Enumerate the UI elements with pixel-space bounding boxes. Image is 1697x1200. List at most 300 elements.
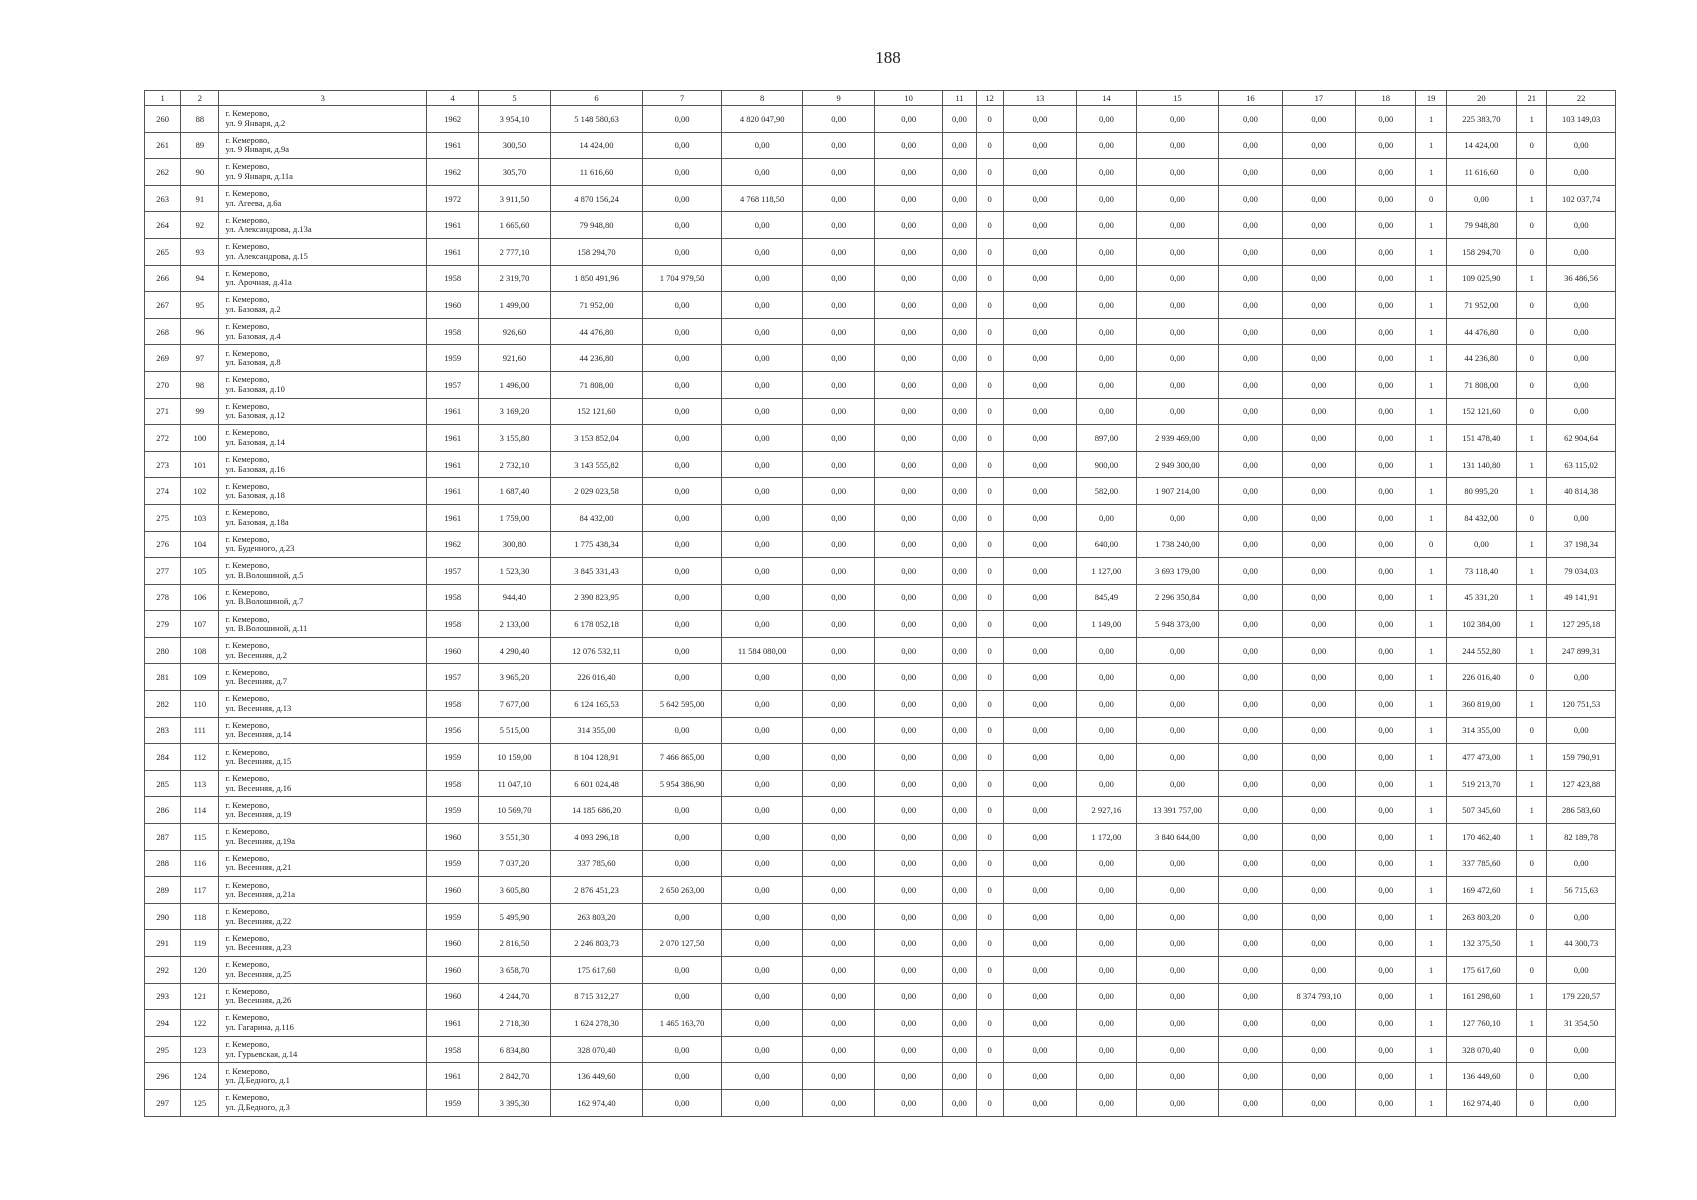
address-cell <box>219 292 426 319</box>
cell-col-18: 0,00 <box>1356 691 1416 718</box>
cell-col-17: 0,00 <box>1282 850 1355 877</box>
cell-col-13: 0,00 <box>1003 185 1076 212</box>
cell-col-16: 0,00 <box>1219 398 1282 425</box>
cell-col-16: 0,00 <box>1219 850 1282 877</box>
cell-col-6: 11 616,60 <box>550 159 643 186</box>
cell-col-13: 0,00 <box>1003 478 1076 505</box>
table-row <box>145 770 1616 797</box>
cell-col-2: 108 <box>181 637 219 664</box>
cell-col-2: 117 <box>181 877 219 904</box>
cell-col-14: 0,00 <box>1077 983 1136 1010</box>
cell-col-2: 88 <box>181 106 219 133</box>
cell-col-15: 0,00 <box>1136 265 1219 292</box>
cell-col-12: 0 <box>976 478 1003 505</box>
cell-col-5: 3 954,10 <box>479 106 550 133</box>
cell-col-7: 0,00 <box>643 292 722 319</box>
cell-col-14: 0,00 <box>1077 957 1136 984</box>
cell-col-14: 0,00 <box>1077 504 1136 531</box>
cell-col-19: 1 <box>1416 106 1446 133</box>
cell-col-7: 7 466 865,00 <box>643 744 722 771</box>
cell-col-8: 0,00 <box>721 877 803 904</box>
cell-col-6: 6 124 165,53 <box>550 691 643 718</box>
cell-col-5: 2 319,70 <box>479 265 550 292</box>
address-cell <box>219 584 426 611</box>
column-header-4: 4 <box>426 91 478 106</box>
cell-col-12: 0 <box>976 957 1003 984</box>
cell-col-16: 0,00 <box>1219 957 1282 984</box>
cell-col-8: 0,00 <box>721 558 803 585</box>
cell-col-1: 263 <box>145 185 181 212</box>
cell-col-11: 0,00 <box>943 770 976 797</box>
cell-col-11: 0,00 <box>943 903 976 930</box>
cell-col-22: 102 037,74 <box>1547 185 1616 212</box>
cell-col-13: 0,00 <box>1003 930 1076 957</box>
cell-col-8: 0,00 <box>721 212 803 239</box>
cell-col-14: 640,00 <box>1077 531 1136 558</box>
cell-col-6: 175 617,60 <box>550 957 643 984</box>
cell-col-1: 285 <box>145 770 181 797</box>
cell-col-13: 0,00 <box>1003 1010 1076 1037</box>
cell-col-1: 293 <box>145 983 181 1010</box>
cell-col-1: 282 <box>145 691 181 718</box>
cell-col-2: 119 <box>181 930 219 957</box>
cell-col-13: 0,00 <box>1003 238 1076 265</box>
address-city: г. Кемерово, <box>225 959 270 970</box>
address-city: г. Кемерово, <box>225 480 270 491</box>
cell-col-8: 0,00 <box>721 691 803 718</box>
cell-col-10: 0,00 <box>874 398 942 425</box>
table-row <box>145 318 1616 345</box>
cell-col-2: 101 <box>181 451 219 478</box>
cell-col-9: 0,00 <box>803 691 874 718</box>
cell-col-8: 0,00 <box>721 398 803 425</box>
address-street: ул. Весенняя, д.15 <box>225 756 292 767</box>
cell-col-22: 56 715,63 <box>1547 877 1616 904</box>
cell-col-8: 0,00 <box>721 1010 803 1037</box>
cell-col-2: 100 <box>181 425 219 452</box>
cell-col-7: 0,00 <box>643 478 722 505</box>
address-cell <box>219 797 426 824</box>
cell-col-22: 0,00 <box>1547 1036 1616 1063</box>
address-cell <box>219 611 426 638</box>
cell-col-14: 0,00 <box>1077 930 1136 957</box>
cell-col-4: 1960 <box>426 292 478 319</box>
cell-col-6: 6 178 052,18 <box>550 611 643 638</box>
table-row <box>145 1010 1616 1037</box>
cell-col-16: 0,00 <box>1219 265 1282 292</box>
cell-col-2: 125 <box>181 1089 219 1116</box>
cell-col-15: 1 907 214,00 <box>1136 478 1219 505</box>
column-number-header <box>145 91 1616 106</box>
cell-col-9: 0,00 <box>803 611 874 638</box>
cell-col-12: 0 <box>976 558 1003 585</box>
cell-col-20: 136 449,60 <box>1446 1063 1516 1090</box>
cell-col-19: 1 <box>1416 504 1446 531</box>
table-row <box>145 824 1616 851</box>
cell-col-16: 0,00 <box>1219 238 1282 265</box>
cell-col-12: 0 <box>976 504 1003 531</box>
address-cell <box>219 371 426 398</box>
address-cell <box>219 637 426 664</box>
cell-col-5: 11 047,10 <box>479 770 550 797</box>
cell-col-18: 0,00 <box>1356 292 1416 319</box>
table-row <box>145 132 1616 159</box>
cell-col-7: 0,00 <box>643 1036 722 1063</box>
cell-col-1: 261 <box>145 132 181 159</box>
cell-col-22: 44 300,73 <box>1547 930 1616 957</box>
cell-col-15: 3 693 179,00 <box>1136 558 1219 585</box>
table-row <box>145 106 1616 133</box>
cell-col-8: 0,00 <box>721 504 803 531</box>
cell-col-7: 0,00 <box>643 531 722 558</box>
cell-col-21: 1 <box>1517 584 1547 611</box>
cell-col-9: 0,00 <box>803 877 874 904</box>
cell-col-6: 1 775 438,34 <box>550 531 643 558</box>
cell-col-9: 0,00 <box>803 159 874 186</box>
address-cell <box>219 159 426 186</box>
cell-col-7: 0,00 <box>643 584 722 611</box>
cell-col-18: 0,00 <box>1356 770 1416 797</box>
cell-col-7: 0,00 <box>643 1063 722 1090</box>
cell-col-16: 0,00 <box>1219 106 1282 133</box>
cell-col-10: 0,00 <box>874 717 942 744</box>
address-street: ул. Базовая, д.16 <box>225 463 285 474</box>
cell-col-14: 0,00 <box>1077 132 1136 159</box>
cell-col-15: 0,00 <box>1136 371 1219 398</box>
cell-col-14: 1 172,00 <box>1077 824 1136 851</box>
cell-col-14: 0,00 <box>1077 238 1136 265</box>
address-street: ул. 9 Января, д.9а <box>225 144 290 155</box>
cell-col-21: 1 <box>1517 691 1547 718</box>
cell-col-7: 0,00 <box>643 451 722 478</box>
cell-col-15: 0,00 <box>1136 238 1219 265</box>
cell-col-20: 71 808,00 <box>1446 371 1516 398</box>
address-street: ул. Весенняя, д.19 <box>225 809 292 820</box>
cell-col-16: 0,00 <box>1219 159 1282 186</box>
cell-col-15: 1 738 240,00 <box>1136 531 1219 558</box>
cell-col-4: 1960 <box>426 957 478 984</box>
cell-col-12: 0 <box>976 132 1003 159</box>
cell-col-10: 0,00 <box>874 265 942 292</box>
cell-col-20: 314 355,00 <box>1446 717 1516 744</box>
address-street: ул. Базовая, д.4 <box>225 330 281 341</box>
cell-col-18: 0,00 <box>1356 106 1416 133</box>
cell-col-12: 0 <box>976 903 1003 930</box>
cell-col-2: 104 <box>181 531 219 558</box>
cell-col-8: 4 820 047,90 <box>721 106 803 133</box>
cell-col-1: 291 <box>145 930 181 957</box>
cell-col-6: 79 948,80 <box>550 212 643 239</box>
cell-col-7: 0,00 <box>643 371 722 398</box>
cell-col-4: 1960 <box>426 637 478 664</box>
registry-table <box>144 90 1616 1117</box>
cell-col-1: 274 <box>145 478 181 505</box>
cell-col-4: 1958 <box>426 1036 478 1063</box>
cell-col-5: 10 159,00 <box>479 744 550 771</box>
table-row <box>145 185 1616 212</box>
cell-col-8: 0,00 <box>721 664 803 691</box>
address-street: ул. Базовая, д.12 <box>225 410 285 421</box>
cell-col-1: 283 <box>145 717 181 744</box>
cell-col-21: 0 <box>1517 664 1547 691</box>
cell-col-4: 1962 <box>426 531 478 558</box>
cell-col-4: 1959 <box>426 850 478 877</box>
cell-col-21: 0 <box>1517 345 1547 372</box>
cell-col-22: 82 189,78 <box>1547 824 1616 851</box>
cell-col-2: 120 <box>181 957 219 984</box>
cell-col-9: 0,00 <box>803 531 874 558</box>
address-city: г. Кемерово, <box>225 746 270 757</box>
column-header-5: 5 <box>479 91 550 106</box>
cell-col-21: 0 <box>1517 1063 1547 1090</box>
cell-col-17: 0,00 <box>1282 584 1355 611</box>
cell-col-13: 0,00 <box>1003 398 1076 425</box>
cell-col-20: 169 472,60 <box>1446 877 1516 904</box>
cell-col-13: 0,00 <box>1003 265 1076 292</box>
cell-col-21: 1 <box>1517 983 1547 1010</box>
cell-col-9: 0,00 <box>803 957 874 984</box>
cell-col-4: 1958 <box>426 691 478 718</box>
cell-col-19: 1 <box>1416 132 1446 159</box>
cell-col-5: 2 732,10 <box>479 451 550 478</box>
cell-col-20: 44 236,80 <box>1446 345 1516 372</box>
cell-col-22: 247 899,31 <box>1547 637 1616 664</box>
cell-col-7: 0,00 <box>643 850 722 877</box>
cell-col-12: 0 <box>976 451 1003 478</box>
cell-col-19: 1 <box>1416 957 1446 984</box>
cell-col-15: 3 840 644,00 <box>1136 824 1219 851</box>
cell-col-13: 0,00 <box>1003 983 1076 1010</box>
cell-col-17: 0,00 <box>1282 1036 1355 1063</box>
cell-col-19: 1 <box>1416 664 1446 691</box>
cell-col-18: 0,00 <box>1356 930 1416 957</box>
cell-col-22: 286 583,60 <box>1547 797 1616 824</box>
cell-col-6: 14 424,00 <box>550 132 643 159</box>
cell-col-2: 98 <box>181 371 219 398</box>
cell-col-14: 0,00 <box>1077 1036 1136 1063</box>
cell-col-19: 1 <box>1416 983 1446 1010</box>
cell-col-2: 106 <box>181 584 219 611</box>
cell-col-20: 244 552,80 <box>1446 637 1516 664</box>
cell-col-9: 0,00 <box>803 930 874 957</box>
cell-col-14: 0,00 <box>1077 371 1136 398</box>
cell-col-2: 91 <box>181 185 219 212</box>
cell-col-10: 0,00 <box>874 238 942 265</box>
cell-col-20: 102 384,00 <box>1446 611 1516 638</box>
cell-col-13: 0,00 <box>1003 451 1076 478</box>
cell-col-11: 0,00 <box>943 558 976 585</box>
cell-col-7: 0,00 <box>643 318 722 345</box>
cell-col-12: 0 <box>976 584 1003 611</box>
table-row <box>145 478 1616 505</box>
table-row <box>145 983 1616 1010</box>
cell-col-11: 0,00 <box>943 345 976 372</box>
table-row <box>145 930 1616 957</box>
cell-col-13: 0,00 <box>1003 1036 1076 1063</box>
cell-col-13: 0,00 <box>1003 106 1076 133</box>
cell-col-15: 0,00 <box>1136 318 1219 345</box>
cell-col-2: 110 <box>181 691 219 718</box>
cell-col-14: 0,00 <box>1077 770 1136 797</box>
cell-col-1: 270 <box>145 371 181 398</box>
address-city: г. Кемерово, <box>225 533 270 544</box>
cell-col-18: 0,00 <box>1356 371 1416 398</box>
cell-col-22: 0,00 <box>1547 398 1616 425</box>
address-city: г. Кемерово, <box>225 932 270 943</box>
address-street: ул. Весенняя, д.23 <box>225 942 292 953</box>
cell-col-17: 0,00 <box>1282 106 1355 133</box>
cell-col-4: 1959 <box>426 345 478 372</box>
column-header-1: 1 <box>145 91 181 106</box>
cell-col-1: 268 <box>145 318 181 345</box>
cell-col-12: 0 <box>976 983 1003 1010</box>
cell-col-5: 944,40 <box>479 584 550 611</box>
cell-col-9: 0,00 <box>803 398 874 425</box>
cell-col-10: 0,00 <box>874 132 942 159</box>
address-city: г. Кемерово, <box>225 267 270 278</box>
cell-col-10: 0,00 <box>874 1089 942 1116</box>
cell-col-1: 288 <box>145 850 181 877</box>
address-cell <box>219 451 426 478</box>
cell-col-14: 1 149,00 <box>1077 611 1136 638</box>
cell-col-6: 6 601 024,48 <box>550 770 643 797</box>
table-row <box>145 292 1616 319</box>
address-cell <box>219 930 426 957</box>
cell-col-9: 0,00 <box>803 983 874 1010</box>
cell-col-8: 0,00 <box>721 797 803 824</box>
address-city: г. Кемерово, <box>225 161 270 172</box>
cell-col-8: 0,00 <box>721 983 803 1010</box>
table-row <box>145 265 1616 292</box>
cell-col-11: 0,00 <box>943 398 976 425</box>
cell-col-19: 1 <box>1416 1010 1446 1037</box>
cell-col-6: 14 185 686,20 <box>550 797 643 824</box>
cell-col-10: 0,00 <box>874 1010 942 1037</box>
table-row <box>145 558 1616 585</box>
cell-col-19: 1 <box>1416 451 1446 478</box>
cell-col-17: 0,00 <box>1282 797 1355 824</box>
cell-col-4: 1958 <box>426 770 478 797</box>
cell-col-20: 14 424,00 <box>1446 132 1516 159</box>
cell-col-12: 0 <box>976 531 1003 558</box>
address-city: г. Кемерово, <box>225 693 270 704</box>
cell-col-19: 1 <box>1416 398 1446 425</box>
cell-col-6: 44 236,80 <box>550 345 643 372</box>
cell-col-20: 151 478,40 <box>1446 425 1516 452</box>
cell-col-1: 279 <box>145 611 181 638</box>
cell-col-15: 0,00 <box>1136 744 1219 771</box>
cell-col-12: 0 <box>976 930 1003 957</box>
cell-col-16: 0,00 <box>1219 451 1282 478</box>
cell-col-21: 1 <box>1517 797 1547 824</box>
cell-col-2: 99 <box>181 398 219 425</box>
cell-col-13: 0,00 <box>1003 292 1076 319</box>
cell-col-17: 0,00 <box>1282 691 1355 718</box>
cell-col-15: 13 391 757,00 <box>1136 797 1219 824</box>
cell-col-4: 1961 <box>426 425 478 452</box>
cell-col-14: 0,00 <box>1077 292 1136 319</box>
cell-col-15: 0,00 <box>1136 185 1219 212</box>
cell-col-4: 1961 <box>426 238 478 265</box>
cell-col-7: 0,00 <box>643 159 722 186</box>
cell-col-6: 5 148 580,63 <box>550 106 643 133</box>
cell-col-21: 0 <box>1517 903 1547 930</box>
column-header-16: 16 <box>1219 91 1282 106</box>
cell-col-17: 0,00 <box>1282 212 1355 239</box>
cell-col-4: 1959 <box>426 1089 478 1116</box>
cell-col-17: 0,00 <box>1282 318 1355 345</box>
cell-col-13: 0,00 <box>1003 504 1076 531</box>
cell-col-10: 0,00 <box>874 318 942 345</box>
cell-col-19: 1 <box>1416 770 1446 797</box>
cell-col-6: 328 070,40 <box>550 1036 643 1063</box>
cell-col-8: 0,00 <box>721 957 803 984</box>
cell-col-6: 2 390 823,95 <box>550 584 643 611</box>
cell-col-11: 0,00 <box>943 1036 976 1063</box>
cell-col-20: 477 473,00 <box>1446 744 1516 771</box>
cell-col-1: 277 <box>145 558 181 585</box>
cell-col-15: 0,00 <box>1136 1089 1219 1116</box>
cell-col-17: 0,00 <box>1282 611 1355 638</box>
cell-col-1: 262 <box>145 159 181 186</box>
cell-col-4: 1960 <box>426 983 478 1010</box>
cell-col-18: 0,00 <box>1356 797 1416 824</box>
column-header-10: 10 <box>874 91 942 106</box>
cell-col-20: 158 294,70 <box>1446 238 1516 265</box>
cell-col-2: 93 <box>181 238 219 265</box>
cell-col-17: 0,00 <box>1282 292 1355 319</box>
cell-col-8: 0,00 <box>721 903 803 930</box>
cell-col-16: 0,00 <box>1219 185 1282 212</box>
address-city: г. Кемерово, <box>225 666 270 677</box>
cell-col-5: 4 244,70 <box>479 983 550 1010</box>
cell-col-8: 0,00 <box>721 850 803 877</box>
cell-col-5: 300,80 <box>479 531 550 558</box>
cell-col-19: 1 <box>1416 371 1446 398</box>
cell-col-18: 0,00 <box>1356 877 1416 904</box>
cell-col-20: 44 476,80 <box>1446 318 1516 345</box>
cell-col-2: 113 <box>181 770 219 797</box>
cell-col-18: 0,00 <box>1356 903 1416 930</box>
cell-col-19: 0 <box>1416 185 1446 212</box>
cell-col-16: 0,00 <box>1219 717 1282 744</box>
cell-col-17: 0,00 <box>1282 930 1355 957</box>
cell-col-10: 0,00 <box>874 637 942 664</box>
cell-col-10: 0,00 <box>874 824 942 851</box>
cell-col-21: 0 <box>1517 504 1547 531</box>
cell-col-19: 1 <box>1416 1089 1446 1116</box>
cell-col-20: 109 025,90 <box>1446 265 1516 292</box>
cell-col-9: 0,00 <box>803 850 874 877</box>
cell-col-7: 0,00 <box>643 664 722 691</box>
table-row <box>145 212 1616 239</box>
cell-col-7: 1 704 979,50 <box>643 265 722 292</box>
address-street: ул. Базовая, д.18а <box>225 516 289 527</box>
cell-col-15: 0,00 <box>1136 1063 1219 1090</box>
cell-col-2: 114 <box>181 797 219 824</box>
address-street: ул. Весенняя, д.21а <box>225 889 296 900</box>
cell-col-16: 0,00 <box>1219 797 1282 824</box>
cell-col-22: 31 354,50 <box>1547 1010 1616 1037</box>
cell-col-11: 0,00 <box>943 371 976 398</box>
cell-col-21: 0 <box>1517 957 1547 984</box>
cell-col-9: 0,00 <box>803 558 874 585</box>
column-header-6: 6 <box>550 91 643 106</box>
cell-col-10: 0,00 <box>874 1036 942 1063</box>
cell-col-12: 0 <box>976 877 1003 904</box>
address-street: ул. Весенняя, д.13 <box>225 702 292 713</box>
cell-col-18: 0,00 <box>1356 1010 1416 1037</box>
